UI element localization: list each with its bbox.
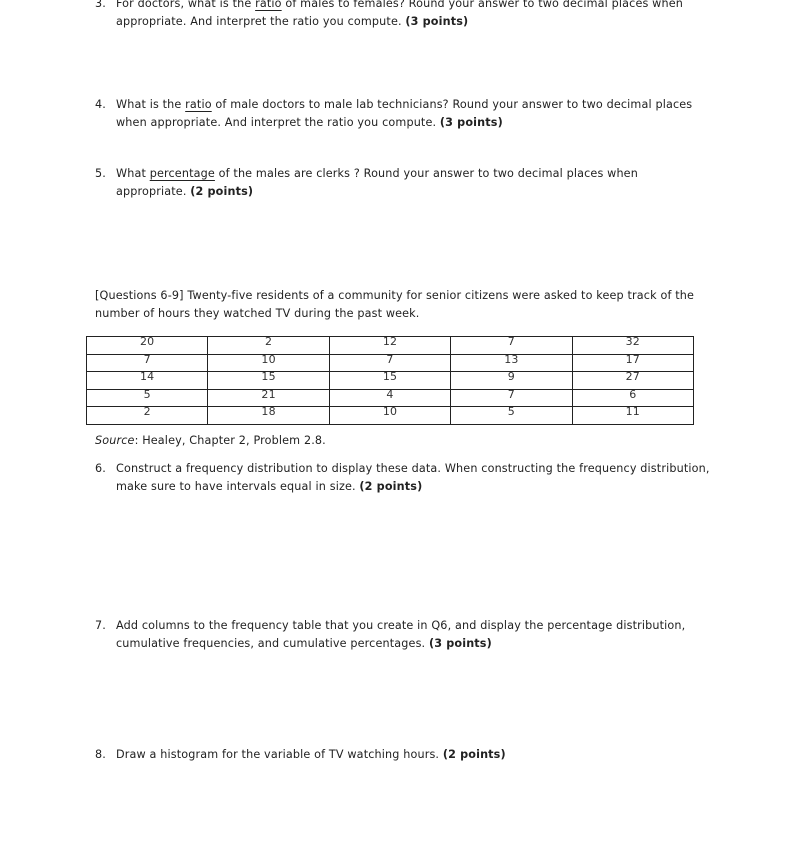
question-text: For doctors, what is the xyxy=(116,0,256,10)
table-cell: 10 xyxy=(329,407,450,425)
question-4 xyxy=(95,96,710,132)
table-cell: 7 xyxy=(451,389,572,407)
underlined-term: ratio xyxy=(185,98,212,111)
underlined-term: ratio xyxy=(255,0,282,10)
table-source xyxy=(95,432,326,450)
question-text: Draw a histogram for the variable of TV watching hours. xyxy=(116,748,443,761)
intro-text: Twenty-five residents of a community for senior citizens were asked to keep track of the number of hours they watched TV during the past week. xyxy=(95,289,695,320)
points-label: (3 points) xyxy=(428,637,492,650)
question-text: Construct a frequency distribution to display these data. When constructing the frequency distribution, make sure to have intervals equal in size. xyxy=(116,462,710,493)
question-number: 7. xyxy=(95,619,106,632)
table-cell: 15 xyxy=(208,372,329,390)
table-cell: 14 xyxy=(87,372,208,390)
table-cell: 15 xyxy=(329,372,450,390)
table-cell: 7 xyxy=(87,354,208,372)
table-cell: 27 xyxy=(572,372,693,390)
intro-label: [Questions 6-9] xyxy=(95,289,184,302)
question-number: 3. xyxy=(95,0,106,10)
table-cell: 21 xyxy=(208,389,329,407)
tv-hours-table xyxy=(86,336,694,425)
question-5 xyxy=(95,165,710,201)
table-cell: 5 xyxy=(451,407,572,425)
question-text: of male doctors to male lab technicians? Round your answer to two decimal places when appropriate. And interpret the ratio you compute. xyxy=(116,98,693,129)
table-cell: 6 xyxy=(572,389,693,407)
points-label: (2 points) xyxy=(442,748,506,761)
question-6 xyxy=(95,460,710,496)
question-text: Add columns to the frequency table that you create in Q6, and display the percentage distribution, cumulative frequencies, and cumulative percentages. xyxy=(116,619,686,650)
points-label: (3 points) xyxy=(439,116,503,129)
question-text: What xyxy=(116,167,150,180)
table-row xyxy=(87,337,694,355)
table-row xyxy=(87,354,694,372)
table-cell: 2 xyxy=(208,337,329,355)
question-text: of males to females? Round your answer to two decimal places when appropriate. And interpret the ratio you compute. xyxy=(116,0,683,28)
table-cell: 7 xyxy=(329,354,450,372)
question-7 xyxy=(95,617,710,653)
question-text: What is the xyxy=(116,98,186,111)
questions-6-9-intro xyxy=(95,287,710,323)
question-number: 4. xyxy=(95,98,106,111)
table-row xyxy=(87,389,694,407)
table-cell: 12 xyxy=(329,337,450,355)
table-cell: 18 xyxy=(208,407,329,425)
question-3 xyxy=(95,0,710,31)
points-label: (2 points) xyxy=(359,480,423,493)
table-row xyxy=(87,407,694,425)
table-cell: 2 xyxy=(87,407,208,425)
table-cell: 32 xyxy=(572,337,693,355)
question-text: of the males are clerks ? Round your answer to two decimal places when appropriate. xyxy=(116,167,638,198)
table-cell: 4 xyxy=(329,389,450,407)
table-cell: 9 xyxy=(451,372,572,390)
table-cell: 20 xyxy=(87,337,208,355)
question-number: 6. xyxy=(95,462,106,475)
question-number: 5. xyxy=(95,167,106,180)
question-8 xyxy=(95,746,710,764)
points-label: (2 points) xyxy=(190,185,254,198)
table-cell: 17 xyxy=(572,354,693,372)
source-label: Source xyxy=(95,434,135,447)
table-row xyxy=(87,372,694,390)
underlined-term: percentage xyxy=(149,167,215,180)
question-number: 8. xyxy=(95,748,106,761)
table-cell: 10 xyxy=(208,354,329,372)
points-label: (3 points) xyxy=(405,15,469,28)
source-text: : Healey, Chapter 2, Problem 2.8. xyxy=(134,434,326,447)
table-cell: 7 xyxy=(451,337,572,355)
table-cell: 11 xyxy=(572,407,693,425)
table-cell: 13 xyxy=(451,354,572,372)
table-cell: 5 xyxy=(87,389,208,407)
